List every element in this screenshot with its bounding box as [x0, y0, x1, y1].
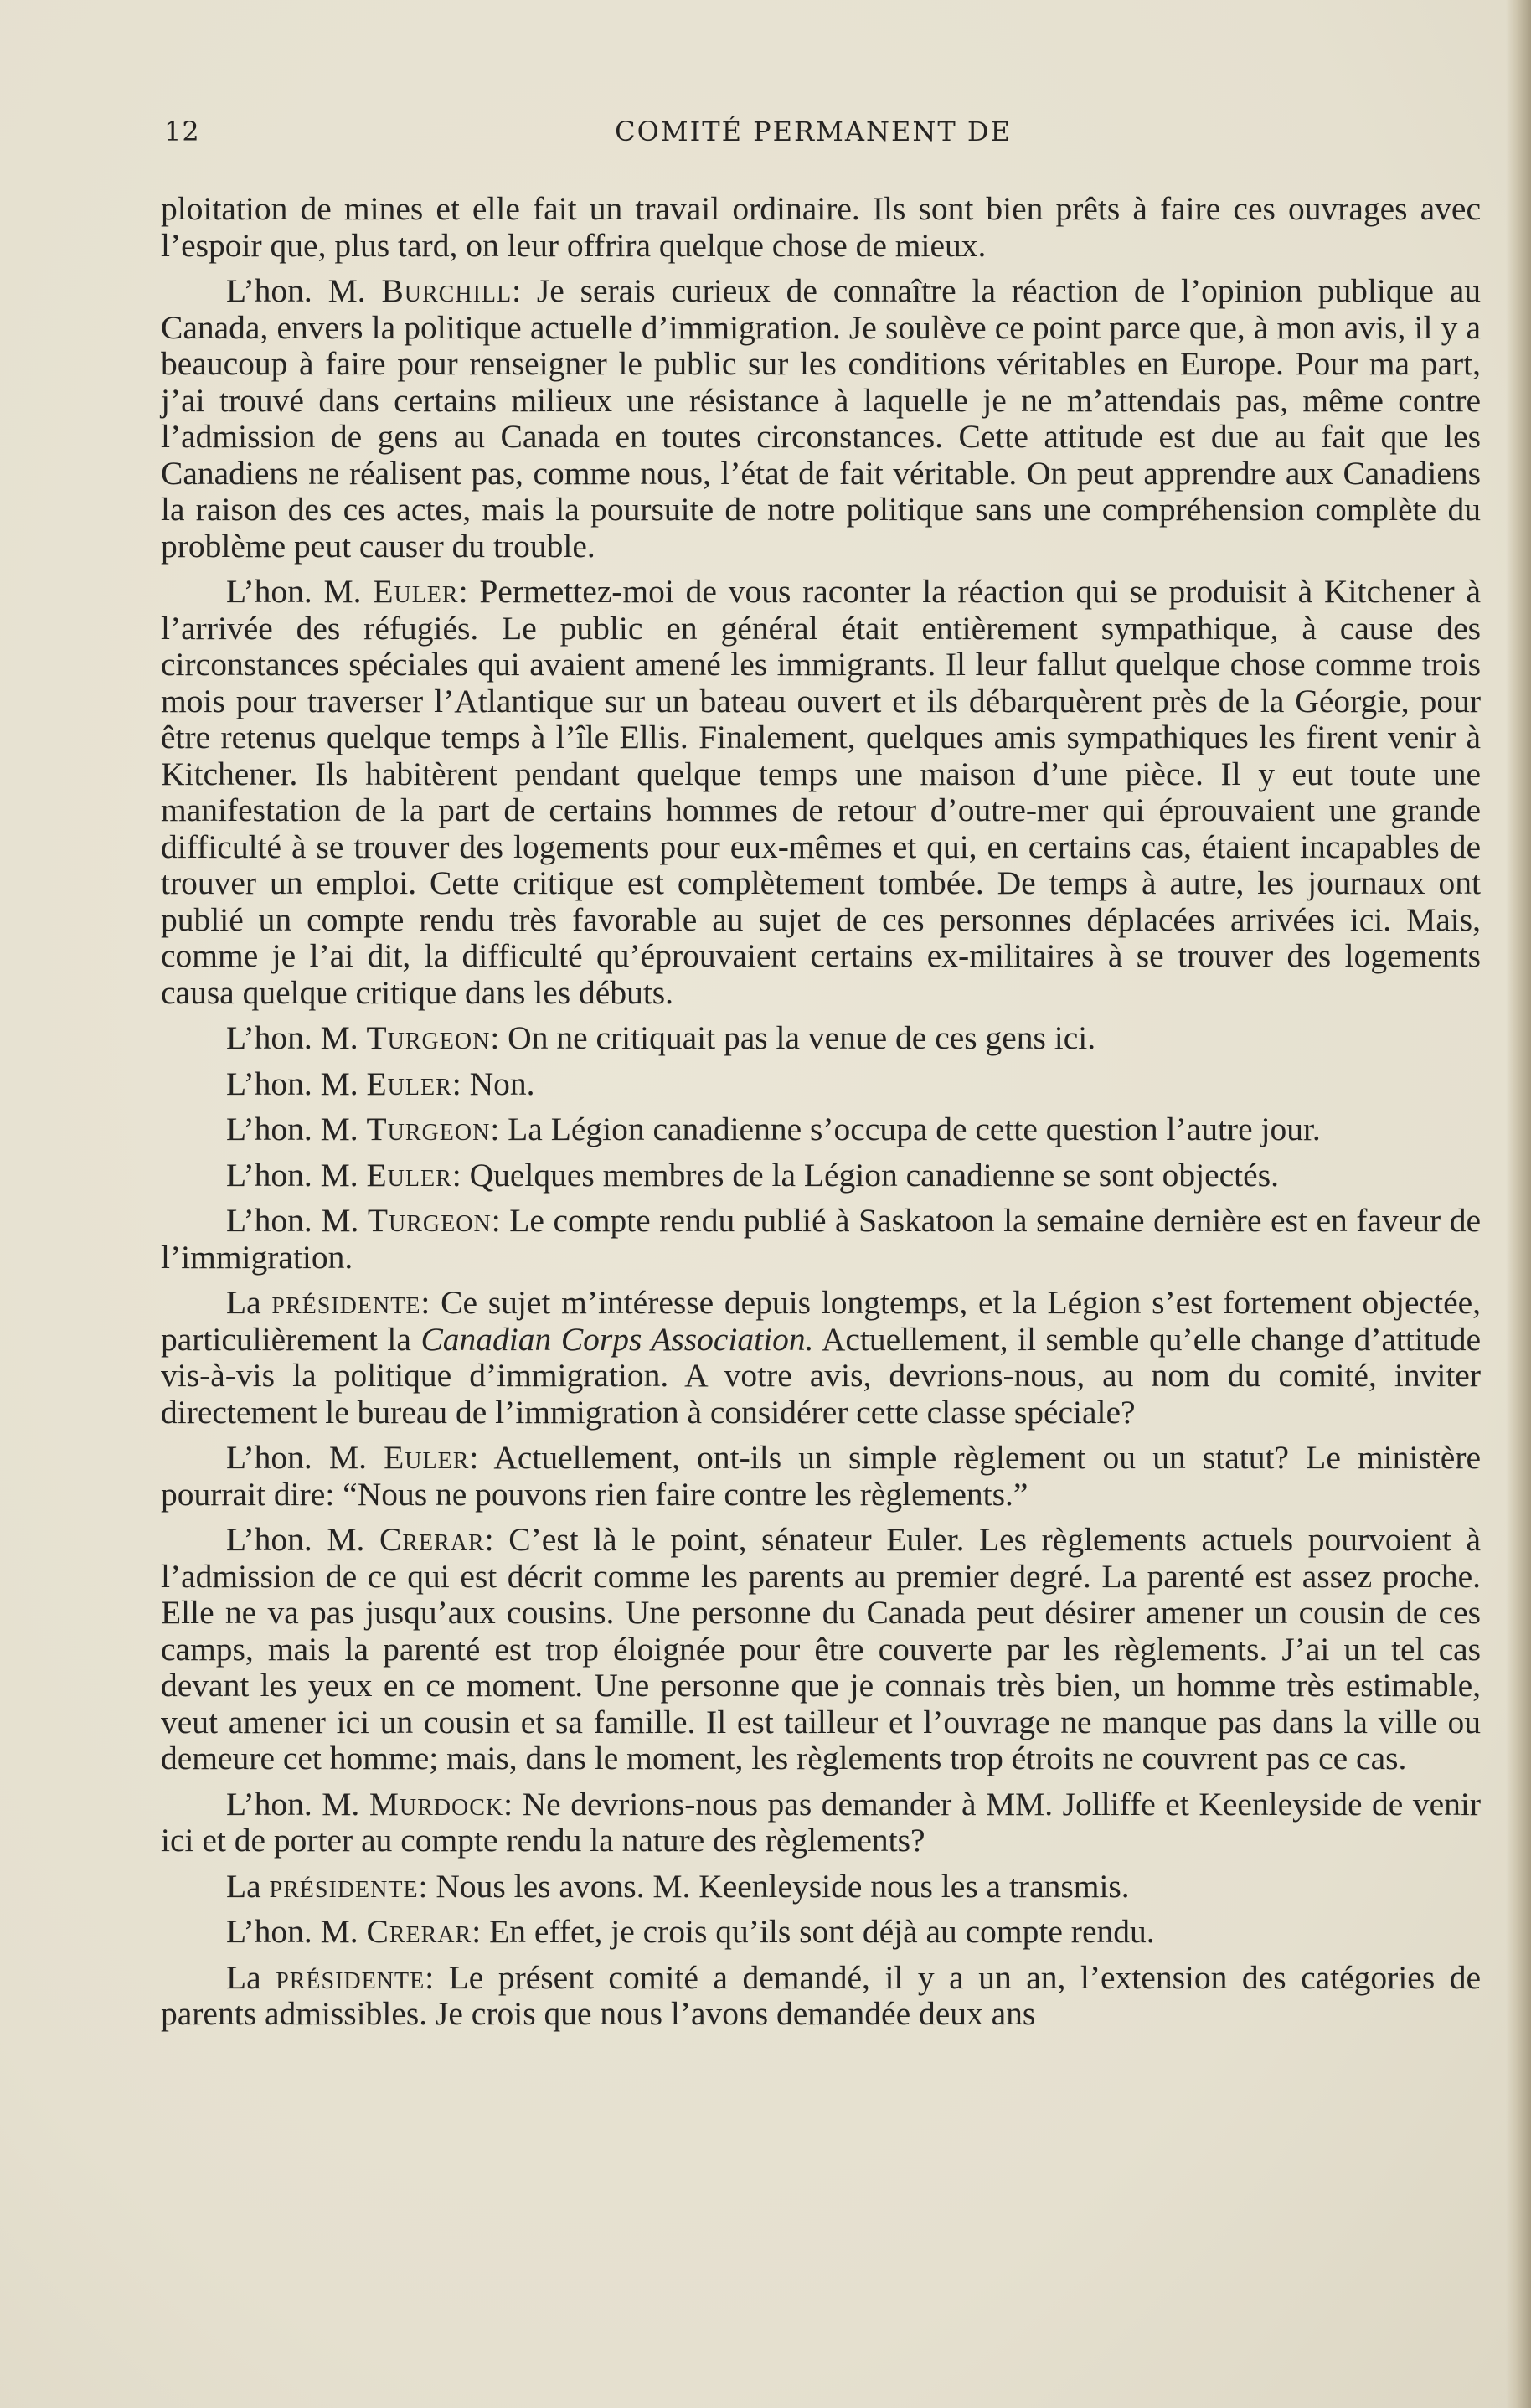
- paragraph-text: : Permettez-moi de vous raconter la réaction qui se produisit à Kitchener à l’arrivée des réfugiés. Le public en général était entièrement sympathique, à cause des circonstances spéciales qui avaient amené les immigrants. Il leur fallut quelque chose comme trois mois pour traverser l’Atlantique sur un bateau ouvert et ils débarquèrent près de la Géorgie, pour être retenus quelque temps à l’île Ellis. Finalement, quelques amis sympathiques les firent venir à Kitchener. Ils habitèrent pendant quelque temps une maison d’une pièce. Il y eut toute une manifestation de la part de certains hommes de retour d’outre-mer qui éprouvaient une grande difficulté à se trouver des logements pour eux-mêmes et qui, en certains cas, étaient incapables de trouver un emploi. Cette critique est complètement tombée. De temps à autre, les journaux ont publié un compte rendu très favorable au sujet de ces personnes déplacées arrivées ici. Mais, comme je l’ai dit, la difficulté qu’éprouvaient certains ex-militaires à se trouver des logements causa quelque critique dans les débuts.: [161, 573, 1482, 1011]
- page-number: 12: [164, 116, 200, 147]
- speaker-name: Murdock: [369, 1785, 504, 1823]
- speaker-prefix: L’hon. M.: [226, 1521, 365, 1558]
- italic-organization-name: Canadian Corps Association.: [420, 1320, 814, 1358]
- speaker-prefix: L’hon. M.: [226, 1439, 367, 1476]
- paragraph-text: : Ce sujet m’intéresse depuis longtemps, et la Légion s’est fortement objectée, particulièrement la: [161, 1284, 1482, 1358]
- speaker-name: Euler: [384, 1439, 470, 1476]
- speaker-name: Euler: [366, 1065, 452, 1102]
- speaker-prefix: L’hon. M.: [226, 1785, 360, 1823]
- speaker-name: Euler: [366, 1156, 452, 1194]
- speaker-name: présidente: [276, 1958, 425, 1996]
- paragraph-text: : Actuellement, ont-ils un simple règlement ou un statut? Le ministère pourrait dire: “Nous ne pouvons rien faire contre les règlements.”: [161, 1439, 1482, 1513]
- paragraph: [161, 1285, 1481, 1431]
- running-title: COMITÉ PERMANENT DE: [615, 116, 1012, 147]
- speaker-prefix: L’hon. M.: [226, 1913, 358, 1950]
- paragraph-text: : La Légion canadienne s’occupa de cette question l’autre jour.: [490, 1111, 1321, 1147]
- speaker-name: Crerar: [366, 1913, 472, 1950]
- paragraph: [161, 1869, 1481, 1905]
- speaker-name: Turgeon: [366, 1111, 491, 1147]
- paragraph: [161, 1960, 1481, 2033]
- paragraph: [161, 1020, 1481, 1057]
- body-text: [161, 191, 1481, 2042]
- paragraph-text: : Ne devrions-nous pas demander à MM. Jolliffe et Keenleyside de venir ici et de porter au compte rendu la nature des règlements?: [161, 1785, 1482, 1859]
- paragraph: [161, 191, 1481, 264]
- speaker-name: Crerar: [379, 1521, 485, 1558]
- paragraph: [161, 1111, 1481, 1148]
- paragraph-text: : On ne critiquait pas la venue de ces gens ici.: [490, 1019, 1096, 1056]
- paragraph: [161, 273, 1481, 565]
- paragraph: [161, 1203, 1481, 1276]
- paragraph-text: : Nous les avons. M. Keenleyside nous les a transmis.: [418, 1867, 1130, 1905]
- page-edge-shadow: [1506, 0, 1531, 2408]
- paragraph-text: : Le présent comité a demandé, il y a un an, l’extension des catégories de parents admissibles. Je crois que nous l’avons demandée deux ans: [161, 1958, 1481, 2032]
- speaker-prefix: L’hon. M.: [226, 1202, 359, 1239]
- paragraph-text: : Je serais curieux de connaître la réaction de l’opinion publique au Canada, envers la politique actuelle d’immigration. Je soulève ce point parce que, à mon avis, il y a beaucoup à faire pour renseigner le public sur les conditions véritables en Europe. Pour ma part, j’ai trouvé dans certains milieux une résistance à laquelle je ne m’attendais pas, même contre l’admission de gens au Canada en toutes circonstances. Cette attitude est due au fait que les Canadiens ne réalisent pas, comme nous, l’état de fait véritable. On peut apprendre aux Canadiens la raison des ces actes, mais la poursuite de notre politique sans une compréhension complète du problème peut causer du trouble.: [161, 272, 1481, 565]
- speaker-prefix: La: [226, 1867, 261, 1905]
- paragraph: [161, 574, 1481, 1011]
- speaker-prefix: La: [226, 1958, 261, 1996]
- paragraph: [161, 1787, 1481, 1859]
- paragraph-text: : Quelques membres de la Légion canadienne se sont objectés.: [451, 1156, 1279, 1194]
- speaker-name: présidente: [269, 1867, 419, 1905]
- speaker-prefix: L’hon. M.: [226, 1065, 358, 1102]
- speaker-prefix: L’hon. M.: [226, 272, 366, 309]
- speaker-prefix: L’hon. M.: [226, 1019, 358, 1056]
- paragraph: [161, 1066, 1481, 1103]
- paragraph-text: : En effet, je crois qu’ils sont déjà au compte rendu.: [472, 1913, 1155, 1950]
- paragraph: [161, 1522, 1481, 1777]
- speaker-name: Turgeon: [367, 1202, 492, 1239]
- paragraph-text: : Non.: [451, 1065, 535, 1102]
- paragraph: [161, 1158, 1481, 1194]
- speaker-name: Euler: [373, 573, 459, 610]
- speaker-name: présidente: [271, 1284, 421, 1321]
- paragraph-text: : C’est là le point, sénateur Euler. Les règlements actuels pourvoient à l’admission de ce qui est décrit comme les parents au premier degré. La parenté est assez proche. Elle ne va pas jusqu’aux cousins. Une personne du Canada peut désirer amener un cousin de ces camps, mais la parenté est trop éloignée pour être couverte par les règlements. J’ai un tel cas devant les yeux en ce moment. Une personne que je connais très bien, un homme très estimable, veut amener ici un cousin et sa famille. Il est tailleur et l’ouvrage ne manque pas dans la ville ou demeure cet homme; mais, dans le moment, les règlements trop étroits ne couvrent pas ce cas.: [161, 1521, 1482, 1776]
- paragraph-text-continued: Actuellement, il semble qu’elle change d’attitude vis-à-vis la politique d’immigration. A votre avis, devrions-nous, au nom du comité, inviter directement le bureau de l’immigration à considérer cette classe spéciale?: [161, 1320, 1481, 1431]
- paragraph: [161, 1914, 1481, 1951]
- speaker-prefix: L’hon. M.: [226, 1156, 358, 1194]
- speaker-prefix: L’hon. M.: [226, 1111, 358, 1147]
- paragraph-text: : Le compte rendu publié à Saskatoon la semaine dernière est en faveur de l’immigration.: [161, 1202, 1482, 1276]
- page-header: [164, 116, 1479, 154]
- speaker-prefix: La: [226, 1284, 261, 1321]
- speaker-name: Burchill: [381, 272, 513, 309]
- speaker-prefix: L’hon. M.: [226, 573, 362, 610]
- paragraph-text: ploitation de mines et elle fait un travail ordinaire. Ils sont bien prêts à faire ces ouvrages avec l’espoir que, plus tard, on leur offrira quelque chose de mieux.: [161, 190, 1481, 264]
- paragraph: [161, 1440, 1481, 1513]
- speaker-name: Turgeon: [366, 1019, 491, 1056]
